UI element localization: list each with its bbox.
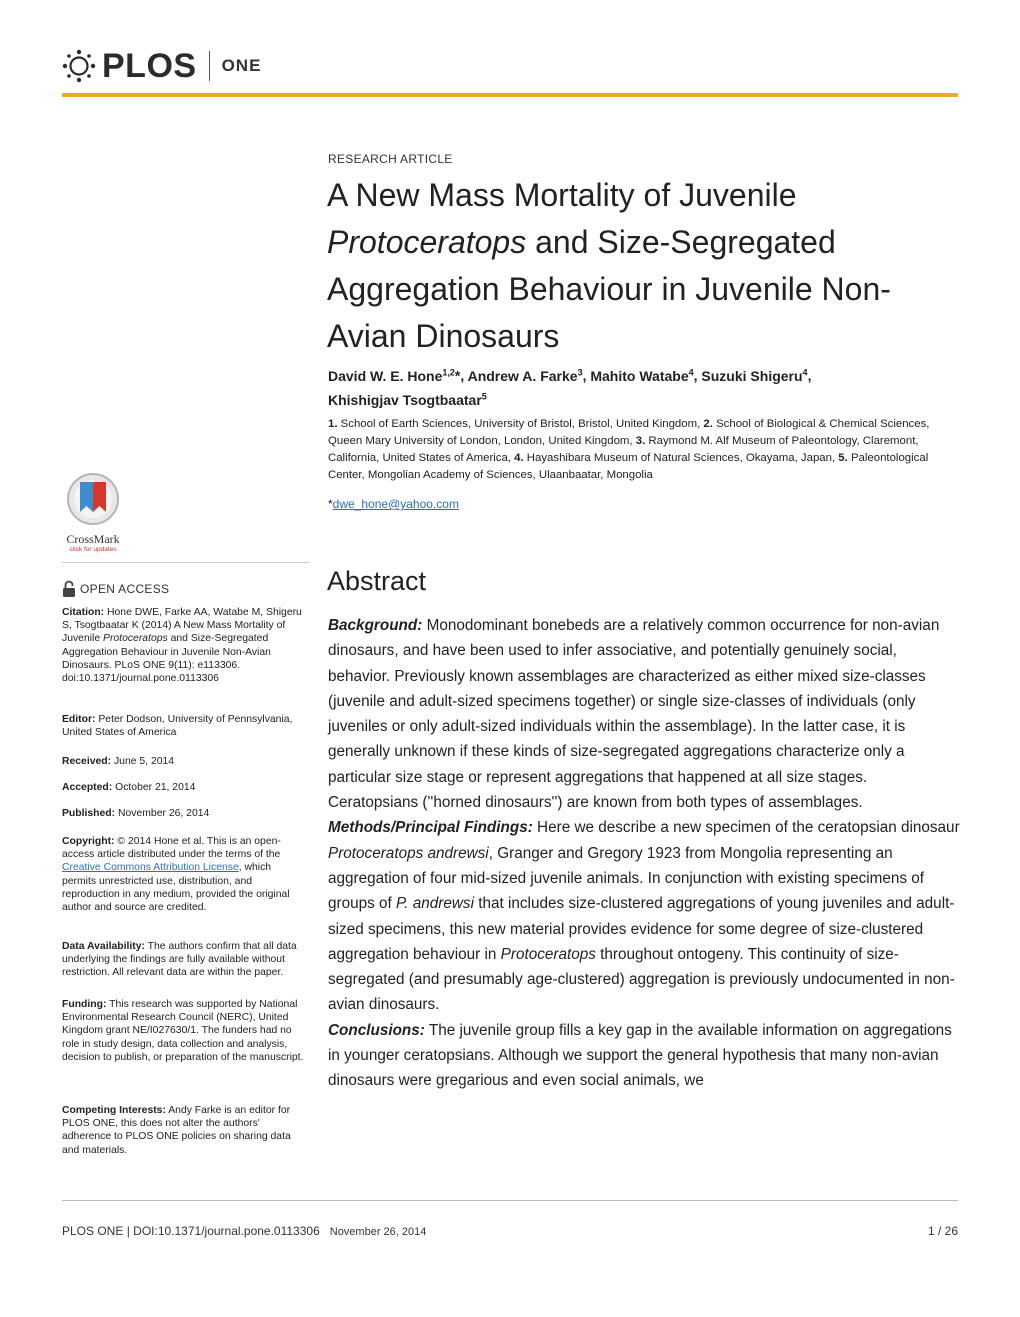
author-list: David W. E. Hone$^{1,2}$*, Andrew A. Farke$^3$, Mahito Watabe$^4$, Suzuki Shigeru$^4$, Khishigjav Tsogtbaatar$^5$ xyxy=(328,367,812,409)
title-italic: Protoceratops xyxy=(327,224,527,260)
crossmark-badge[interactable] xyxy=(60,472,126,553)
abstract-heading: Abstract xyxy=(327,566,427,596)
license-link[interactable]: Creative Commons Attribution License xyxy=(62,862,239,874)
footer-date: November 26, 2014 xyxy=(329,1226,427,1238)
background-text: Monodominant bonebeds are a relatively common occurrence for non-avian dinosaurs, and have been used to infer associative, and potentially genuinely social, behavior. Previously known assemblages are characterized as either mixed size-classes (juvenile and adult-sized specimens together) or single size-classes of individuals (only juveniles or only adult-sized individuals within the assemblage). In the latter case, it is generally unknown if these kinds of size-segregated aggregations characterize only a particular size stage or represent aggregations that happened at all size stages. Ceratopsians (''horned dinosaurs'') are known from both types of assemblages. xyxy=(328,617,940,812)
data-availability-block: Data Availability: The authors confirm that all data underlying the findings are fully available without restriction. All relevant data are within the paper. xyxy=(62,941,297,979)
logo-divider xyxy=(209,51,210,81)
open-lock-icon xyxy=(62,580,76,598)
affiliations: 1. School of Earth Sciences, University of Bristol, Bristol, United Kingdom, 2. School of Biological & Chemical Sciences, Queen Mary University of London, London, United Kingdom, 3. Raymond M. Alf Museum of Paleontology, Claremont, California, United States of America, 4. Hayashibara Museum of Natural Sciences, Okayama, Japan, 5. Paleontological Center, Mongolian Academy of Sciences, Ulaanbaatar, Mongolia xyxy=(328,418,930,481)
title-part-2: and Size-Segregated Aggregation Behaviour in Juvenile Non-Avian Dinosaurs xyxy=(327,224,891,354)
journal-sub: ONE xyxy=(221,56,262,75)
footer-rule xyxy=(62,1200,958,1201)
copyright-block: Copyright: © 2014 Hone et al. This is an open-access article distributed under the terms of the Creative Commons Attribution License, which permits unrestricted use, distribution, and reproduction in any medium, provided the original author and source are credited. xyxy=(62,836,290,914)
methods-label: Methods/Principal Findings: xyxy=(328,819,533,837)
open-access-badge xyxy=(62,580,169,598)
page-number: 1 / 26 xyxy=(927,1224,958,1238)
conclusions-text: The juvenile group fills a key gap in the available information on aggregations in younger ceratopsians. Although we support the general hypothesis that many non-avian dinosaurs were gregarious and even social animals, we xyxy=(328,1021,952,1090)
abstract-body: Background: Monodominant bonebeds are a relatively common occurrence for non-avian dinosaurs, and have been used to infer associative, and potentially genuinely social, behavior. Previously known assemblages are characterized as either mixed size-classes (juvenile and adult-sized specimens together) or single size-classes of individuals (only juveniles or only adult-sized individuals within the assemblage). In the latter case, it is generally unknown if these kinds of size-segregated aggregations characterize only a particular size stage or represent aggregations that happened at all size stages. Ceratopsians (''horned dinosaurs'') are known from both types of assemblages. Methods/Principal Findings: Here we describe a new specimen of the ceratopsian dinosaur Protoceratops andrewsi, Granger and Gregory 1923 from Mongolia representing an aggregation of four mid-sized juvenile animals. In conjunction with existing specimens of groups of P. andrewsi that includes size-clustered aggregations of young juveniles and adult-sized specimens, this new material provides evidence for some degree of size-clustered aggregation behaviour in Protoceratops throughout ontogeny. This continuity of size-segregated (and presumably age-clustered) aggregation is previously undocumented in non-avian dinosaurs. Conclusions: The juvenile group fills a key gap in the available information on aggregations in younger ceratopsians. Although we support the general hypothesis that many non-avian dinosaurs were gregarious and even social animals, we xyxy=(328,617,960,1090)
funding-block: Funding: This research was supported by National Environmental Research Council (NERC), United Kingdom grant NE/I027630/1. The funders had no role in study design, data collection and analysis, decision to publish, or preparation of the manuscript. xyxy=(62,999,304,1063)
conclusions-label: Conclusions: xyxy=(328,1021,425,1039)
author[interactable]: David W. E. Hone$^{1,2}$ xyxy=(328,367,455,384)
received-block: Received: June 5, 2014 xyxy=(62,756,175,767)
background-label: Background: xyxy=(328,617,423,634)
journal-logo[interactable] xyxy=(62,44,261,88)
author[interactable]: Mahito Watabe$^4$ xyxy=(590,367,694,384)
corresponding-email: *dwe_hone@yahoo.com xyxy=(328,497,459,511)
published-block: Published: November 26, 2014 xyxy=(62,808,210,819)
author[interactable]: Suzuki Shigeru$^4$ xyxy=(701,367,808,384)
title-part-1: A New Mass Mortality of Juvenile xyxy=(327,177,797,213)
sidebar-rule xyxy=(62,562,310,563)
footer-citation: PLOS ONE | DOI:10.1371/journal.pone.0113306 November 26, 2014 xyxy=(62,1224,427,1238)
crossmark-name: CrossMark xyxy=(66,532,120,546)
accepted-block: Accepted: October 21, 2014 xyxy=(62,782,196,793)
crossmark-sub: click for updates xyxy=(69,546,117,553)
journal-name: PLOS xyxy=(102,46,197,85)
article-title xyxy=(327,172,967,360)
citation-block: Citation: Hone DWE, Farke AA, Watabe M, Shigeru S, Tsogtbaatar K (2014) A New Mass Mortality of Juvenile Protoceratops and Size-Segregated Aggregation Behaviour in Juvenile Non-Avian Dinosaurs. PLoS ONE 9(11): e113306. doi:10.1371/journal.pone.0113306 xyxy=(62,607,302,685)
author[interactable]: Khishigjav Tsogtbaatar$^5$ xyxy=(328,391,487,409)
editor-block: Editor: Peter Dodson, University of Pennsylvania, United States of America xyxy=(62,714,293,739)
plos-dots-icon xyxy=(62,49,96,83)
author[interactable]: Andrew A. Farke$^3$ xyxy=(467,367,583,384)
competing-interests-block: Competing Interests: Andy Farke is an editor for PLOS ONE, this does not alter the authors' adherence to PLOS ONE policies on sharing data and materials. xyxy=(62,1105,291,1156)
crossmark-icon xyxy=(66,472,120,526)
footer-doi: DOI:10.1371/journal.pone.0113306 xyxy=(133,1224,320,1238)
open-access-label: OPEN ACCESS xyxy=(80,582,170,596)
header-rule xyxy=(62,93,958,97)
email-link[interactable]: dwe_hone@yahoo.com xyxy=(332,497,459,511)
article-type: RESEARCH ARTICLE xyxy=(328,152,453,166)
